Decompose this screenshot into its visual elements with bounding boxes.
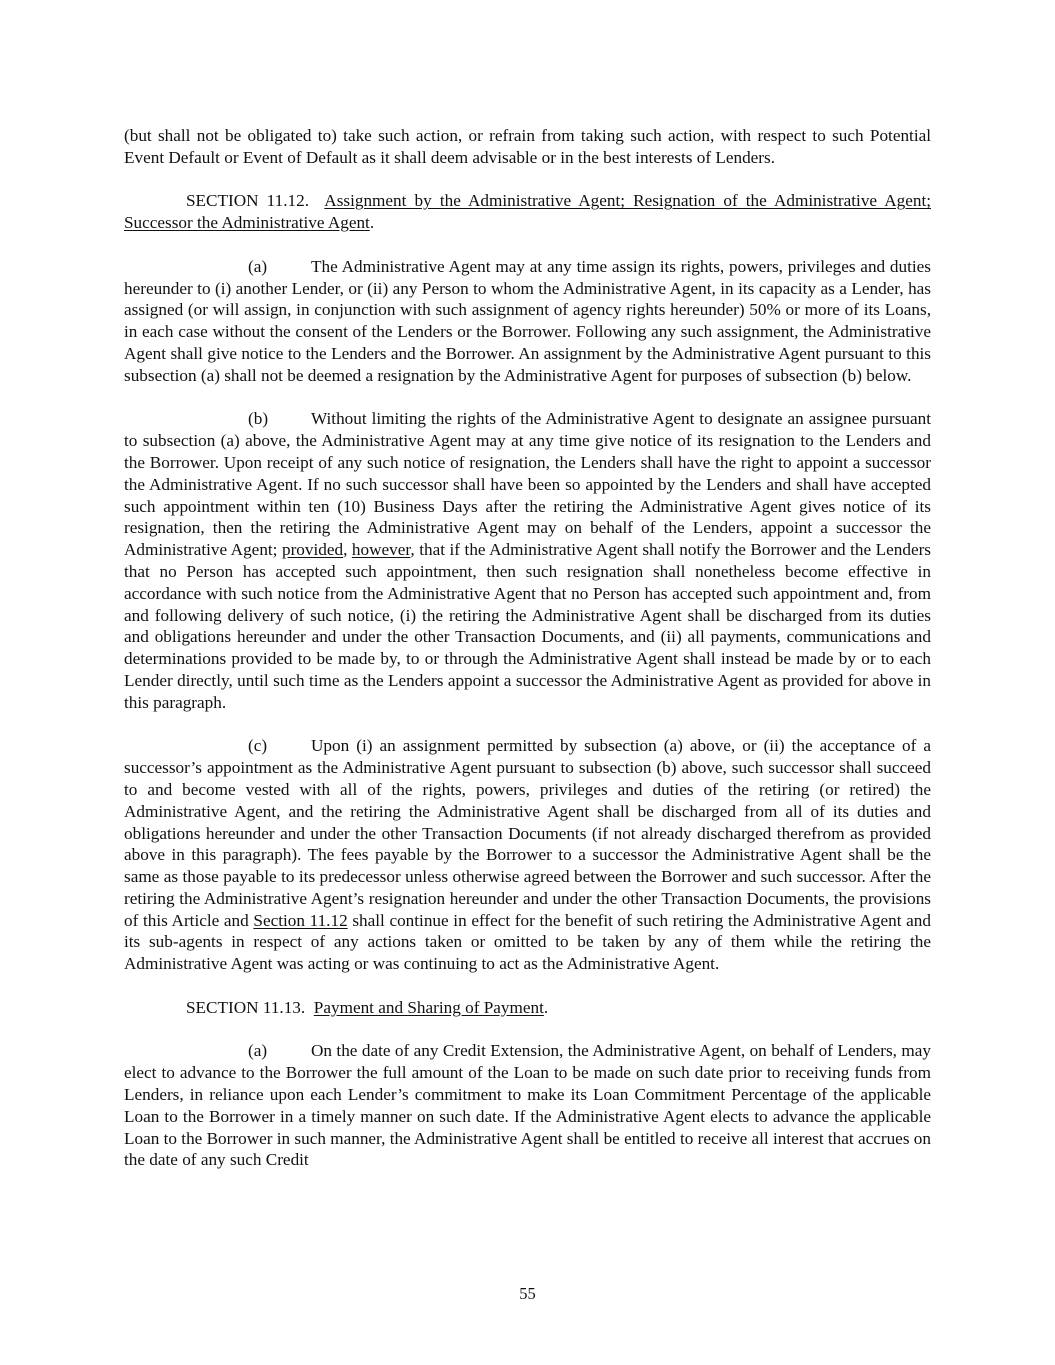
page-number: 55 <box>519 1284 536 1303</box>
subsection-label: (c) <box>248 736 268 756</box>
intro-paragraph: (but shall not be obligated to) take such action, or refrain from taking such action, with respect to such Potential Event Default or Event of Default as it shall deem advisable or in the best interests of Lenders. <box>124 126 931 167</box>
subsection-text: Without limiting the rights of the Administrative Agent to designate an assignee pursuant to subsection (a) above, the Administrative Agent may at any time give notice of its resignation to the Lenders and the Borrower. Upon receipt of any such notice of resignation, the Lenders shall have the right to appoint a successor the Administrative Agent. If no such successor shall have been so appointed by the Lenders and shall have accepted such appointment within ten (10) Business Days after the retiring the Administrative Agent gives notice of its resignation, then the retiring the Administrative Agent may on behalf of the Lenders, appoint a successor the Administrative Agent; <box>124 409 931 560</box>
subsection-text-cont: shall continue in effect for the benefit of such retiring the Administrative Agent and its sub-agents in respect of any actions taken or omitted to be taken by any of them while the retiring the Administrative Agent was acting or was continuing to act as the Administrative Agent. <box>124 910 931 974</box>
section-number: SECTION 11.12. <box>186 191 310 211</box>
subsection-text: The Administrative Agent may at any time assign its rights, powers, privileges and duties hereunder to (i) another Lender, or (ii) any Person to whom the Administrative Agent, in its capacity as a Lender, has assigned (or will assign, in conjunction with such assignment of agency rights hereunder) 50% or more of its Loans, in each case without the consent of the Lenders or the Borrower. Following any such assignment, the Administrative Agent shall give notice to the Lenders and the Borrower. An assignment by the Administrative Agent pursuant to this subsection (a) shall not be deemed a resignation by the Administrative Agent for purposes of subsection (b) below. <box>124 256 931 385</box>
section-11-12-a <box>124 256 931 387</box>
however-term: however <box>351 540 411 560</box>
section-11-13-a <box>124 1040 931 1171</box>
subsection-label: (a) <box>248 256 268 276</box>
section-title: Payment and Sharing of Payment <box>313 997 544 1017</box>
section-11-12-c <box>124 735 931 975</box>
provided-term: provided <box>281 540 344 560</box>
subsection-text: On the date of any Credit Extension, the Administrative Agent, on behalf of Lenders, may elect to advance to the Borrower the full amount of the Loan to be made on such date prior to receiving funds from Lenders, in reliance upon each Lender’s commitment to make its Loan Commitment Percentage of the applicable Loan to the Borrower in a timely manner on such date. If the Administrative Agent elects to advance the applicable Loan to the Borrower in such manner, the Administrative Agent shall be entitled to receive all interest that accrues on the date of any such Credit <box>124 1041 931 1170</box>
section-11-12-b: (b) Without limiting the rights of the Administrative Agent to designate an assignee pursuant to subsection (a) above, the Administrative Agent may at any time give notice of its resignation to the Lenders and the Borrower. Upon receipt of any such notice of resignation, the Lenders shall have the right to appoint a successor the Administrative Agent. If no such successor shall have been so appointed by the Lenders and shall have accepted such appointment within ten (10) Business Days after the retiring the Administrative Agent gives notice of its resignation, then the retiring the Administrative Agent may on behalf of the Lenders, appoint a successor the Administrative Agent; provided, however, that if the Administrative Agent shall notify the Borrower and the Lenders that no Person has accepted such appointment, then such resignation shall nonetheless become effective in accordance with such notice from the Administrative Agent that no Person has accepted such appointment and, from and following delivery of such notice, (i) the retiring the Administrative Agent shall be discharged from its duties and obligations hereunder and under the other Transaction Documents, and (ii) all payments, communications and determinations provided to be made by, to or through the Administrative Agent shall instead be made by or to each Lender directly, until such time as the Lenders appoint a successor the Administrative Agent as provided for above in this paragraph. <box>124 409 931 712</box>
section-cross-reference: Section 11.12 <box>253 910 348 930</box>
document-body <box>124 125 931 1171</box>
section-11-13-heading: SECTION 11.13. Payment and Sharing of Payment. <box>186 997 549 1017</box>
subsection-text: Upon (i) an assignment permitted by subsection (a) above, or (ii) the acceptance of a successor’s appointment as the Administrative Agent pursuant to subsection (b) above, such successor shall succeed to and become vested with all of the rights, powers, privileges and duties of the retiring (or retired) the Administrative Agent, and the retiring the Administrative Agent shall be discharged from all of its duties and obligations hereunder and under the other Transaction Documents (if not already discharged therefrom as provided above in this paragraph). The fees payable by the Borrower to a successor the Administrative Agent shall be the same as those payable to its predecessor unless otherwise agreed between the Borrower and such successor. After the retiring the Administrative Agent’s resignation hereunder and under the other Transaction Documents, the provisions of this Article and <box>124 736 931 930</box>
section-title: Assignment by the Administrative Agent; Resignation of the Administrative Agent; Successor the Administrative Agent <box>124 191 931 233</box>
section-number: SECTION 11.13. <box>186 997 306 1017</box>
subsection-label: (b) <box>248 409 269 429</box>
subsection-text-cont: , that if the Administrative Agent shall notify the Borrower and the Lenders that no Person has accepted such appointment, then such resignation shall nonetheless become effective in accordance with such notice from the Administrative Agent that no Person has accepted such appointment and, from and following delivery of such notice, (i) the retiring the Administrative Agent shall be discharged from its duties and obligations hereunder and under the other Transaction Documents, and (ii) all payments, communications and determinations provided to be made by, to or through the Administrative Agent shall instead be made by or to each Lender directly, until such time as the Lenders appoint a successor the Administrative Agent as provided for above in this paragraph. <box>124 540 931 712</box>
section-11-12-heading: SECTION 11.12. Assignment by the Administrative Agent; Resignation of the Administrative Agent; Successor the Administrative Agent. <box>124 191 931 233</box>
subsection-label: (a) <box>248 1041 268 1061</box>
